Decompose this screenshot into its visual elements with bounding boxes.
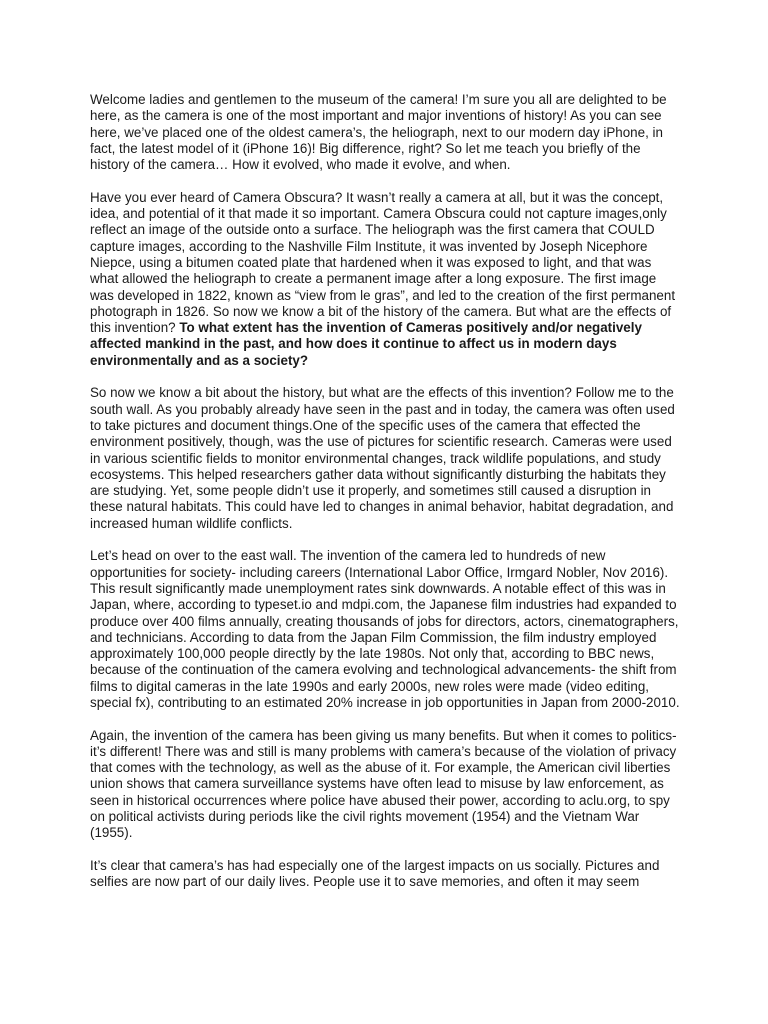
paragraph-social (90, 858, 682, 891)
document-body (90, 92, 682, 907)
paragraph-politics (90, 728, 682, 842)
paragraph-text: Again, the invention of the camera has been giving us many benefits. But when it comes to politics- it’s different! There was and still is many problems with camera’s because of the violation of privacy that comes with the technology, as well as the abuse of it. For example, the American civil liberties union shows that camera surveillance systems have often lead to misuse by law enforcement, as seen in historical occurrences where police have abused their power, according to aclu.org, to spy on political activists during periods like the civil rights movement (1954) and the Vietnam War (1955). (90, 727, 677, 841)
paragraph-text: Have you ever heard of Camera Obscura? It wasn’t really a camera at all, but it was the concept, idea, and potential of it that made it so important. Camera Obscura could not capture images,only reflect an image of the outside onto a surface. The heliograph was the first camera that COULD capture images, according to the Nashville Film Institute, it was invented by Joseph Nicephore Niepce, using a bitumen coated plate that hardened when it was exposed to light, and that was what allowed the heliograph to create a permanent image after a long exposure. The first image was developed in 1822, known as “view from le gras”, and led to the creation of the first permanent photograph in 1826. So now we know a bit of the history of the camera. But what are the effects of this invention? (90, 189, 676, 336)
paragraph-text: It’s clear that camera’s has had especially one of the largest impacts on us socially. Pictures and selfies are now part of our daily lives. People use it to save memories, and often it may seem (90, 857, 660, 890)
paragraph-history (90, 190, 682, 369)
paragraph-text: So now we know a bit about the history, but what are the effects of this invention? Follow me to the south wall. As you probably already have seen in the past and in today, the camera was often used to take pictures and document things.One of the specific uses of the camera that effected the environment positively, though, was the use of pictures for scientific research. Cameras were used in various scientific fields to monitor environmental changes, track wildlife populations, and study ecosystems. This helped researchers gather data without significantly disturbing the habitats they are studying. Yet, some people didn’t use it properly, and sometimes still caused a disruption in these natural habitats. This could have led to changes in animal behavior, habitat degradation, and increased human wildlife conflicts. (90, 385, 675, 531)
paragraph-text: Welcome ladies and gentlemen to the museum of the camera! I’m sure you all are delighted to be here, as the camera is one of the most important and major inventions of history! As you can see here, we’ve placed one of the oldest camera’s, the heliograph, next to our modern day iPhone, in fact, the latest model of it (iPhone 16)! Big difference, right? So let me teach you briefly of the history of the camera… How it evolved, who made it evolve, and when. (90, 92, 667, 173)
paragraph-environment (90, 385, 682, 532)
paragraph-careers (90, 548, 682, 711)
paragraph-text: Let’s head on over to the east wall. The invention of the camera led to hundreds of new opportunities for society- including careers (International Labor Office, Irmgard Nobler, Nov 2016). This result significantly made unemployment rates sink downwards. A notable effect of this was in Japan, where, according to typeset.io and mdpi.com, the Japanese film industries had expanded to produce over 400 films annually, creating thousands of jobs for directors, actors, cinematographers, and technicians. According to data from the Japan Film Commission, the film industry employed approximately 100,000 people directly by the late 1980s. Not only that, according to BBC news, because of the continuation of the camera evolving and technological advancements- the shift from films to digital cameras in the late 1990s and early 2000s, new roles were made (video editing, special fx), contributing to an estimated 20% increase in job opportunities in Japan from 2000-2010. (90, 548, 680, 710)
paragraph-intro (90, 92, 682, 173)
research-question: To what extent has the invention of Cameras positively and/or negatively affected mankind in the past, and how does it continue to affect us in modern days environmentally and as a society? (90, 320, 642, 368)
